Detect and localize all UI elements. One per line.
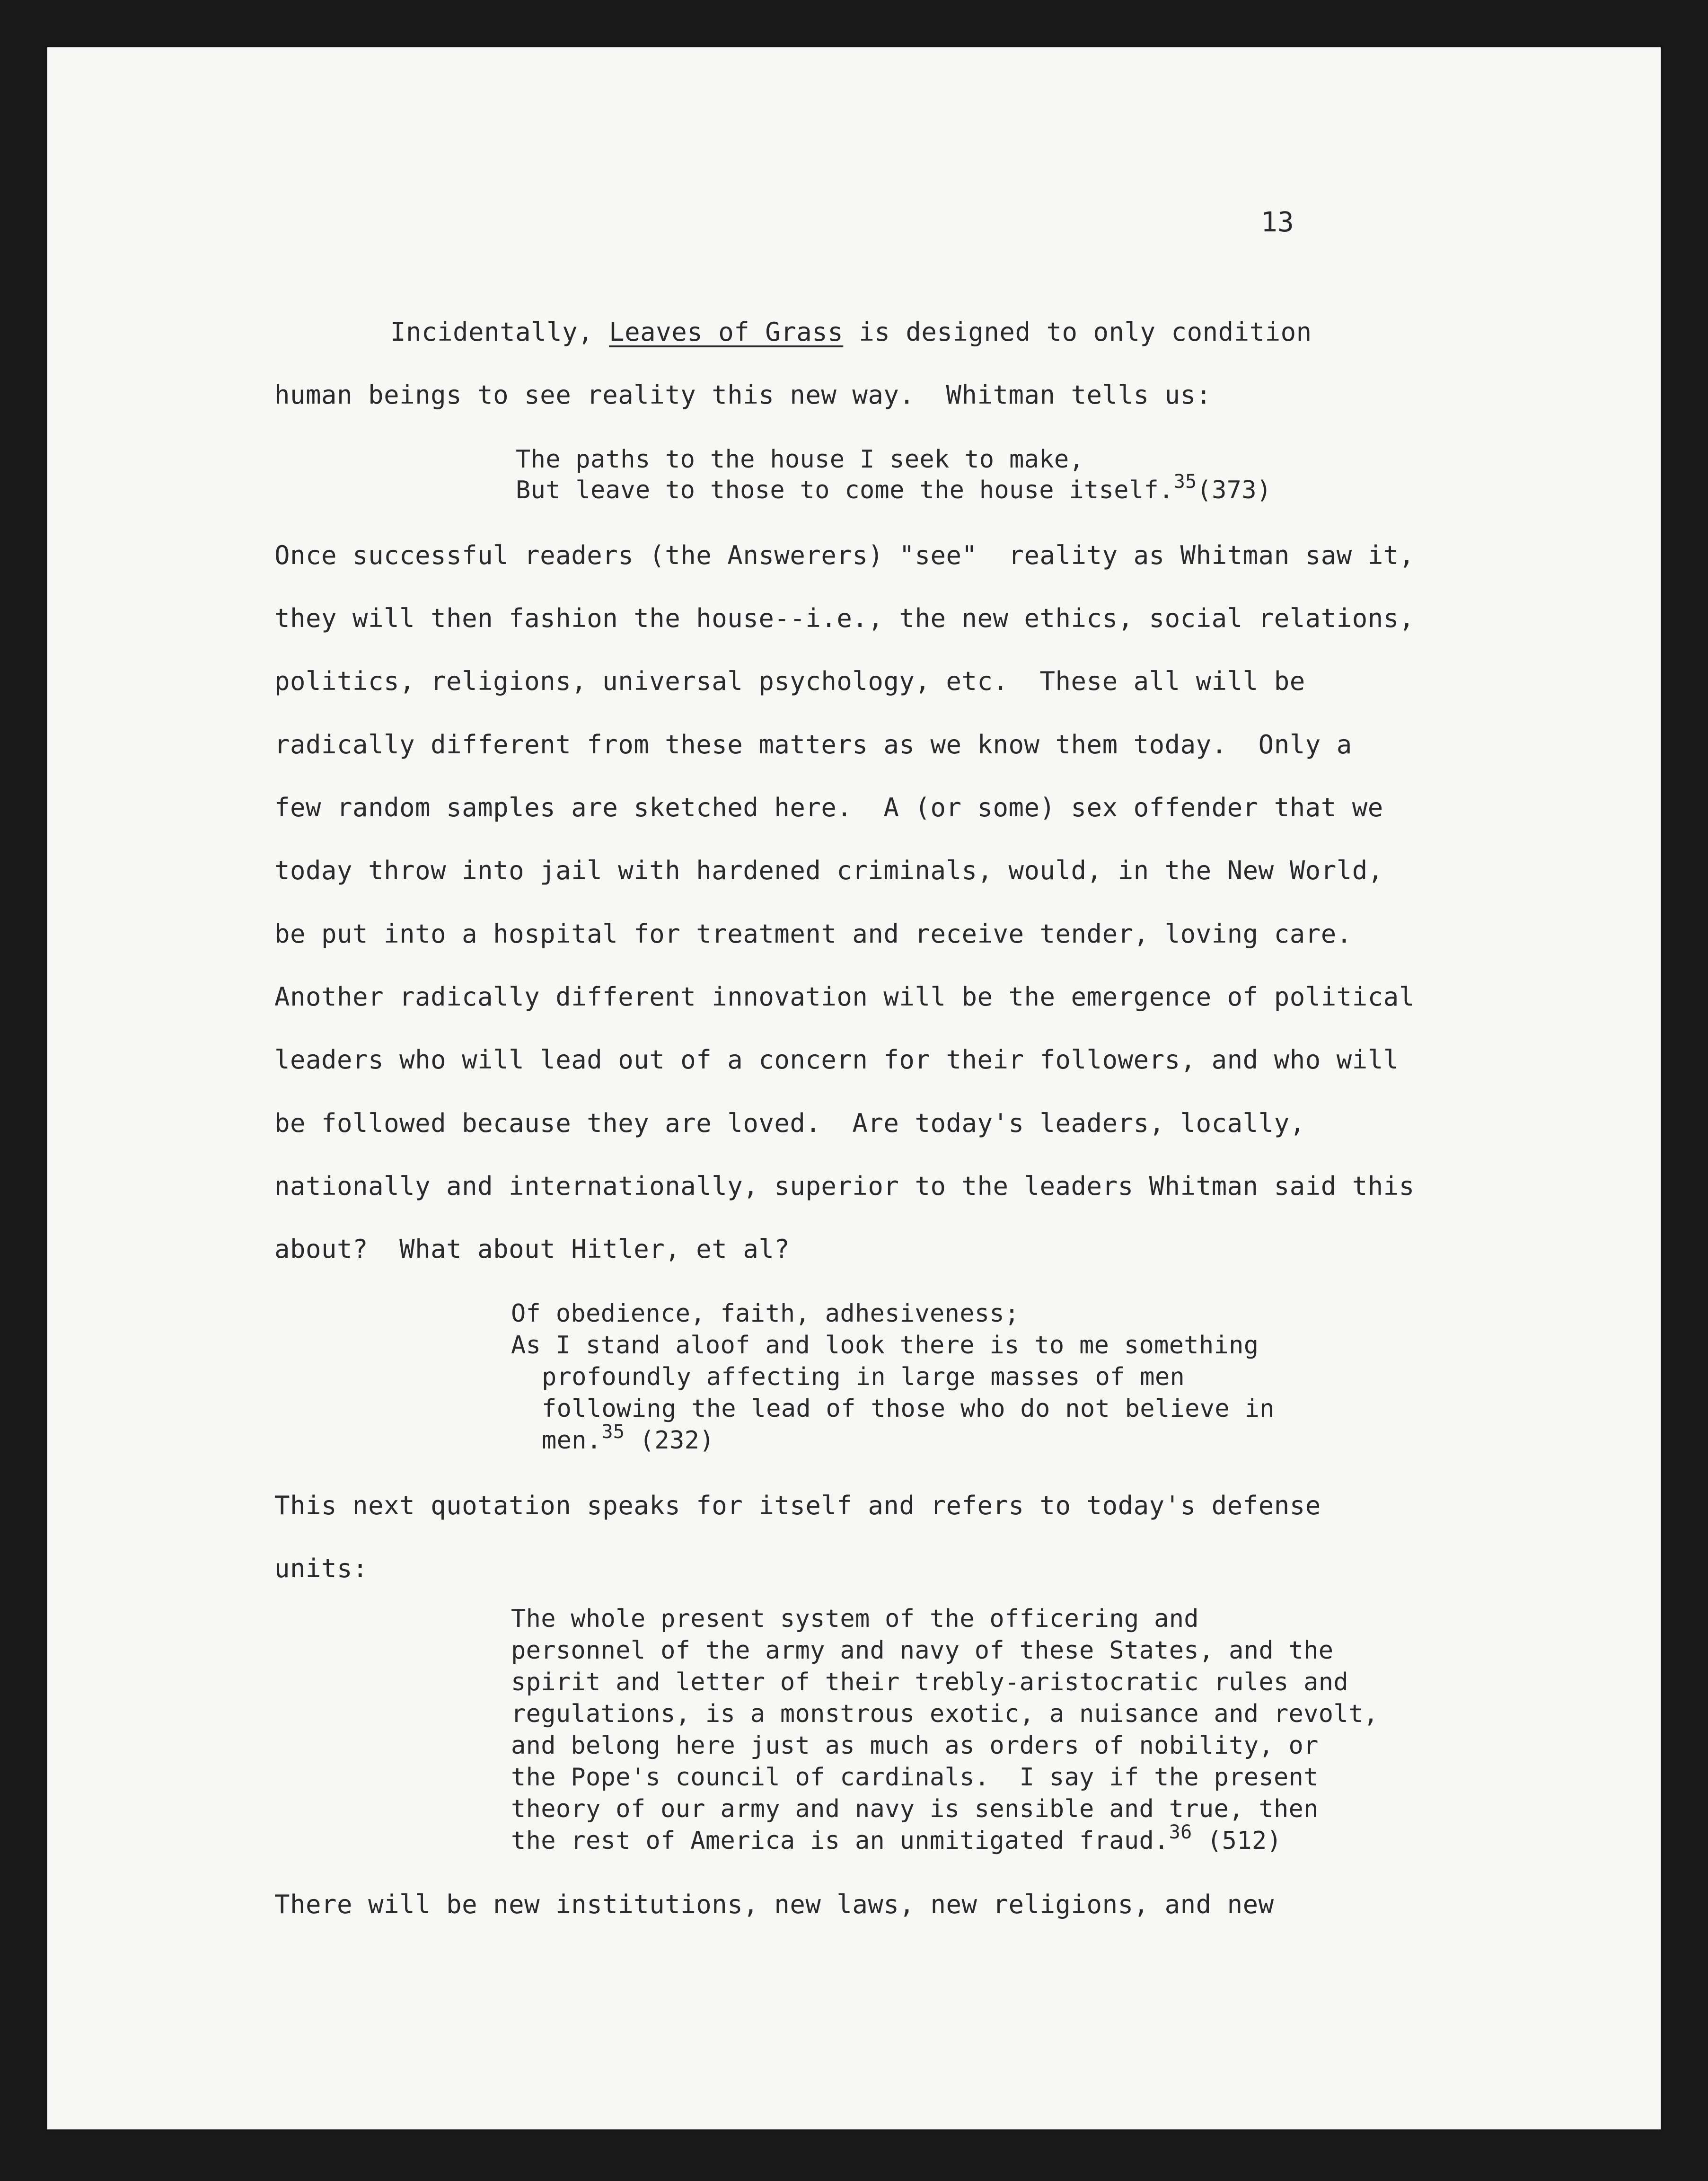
text-span: Incidentally, xyxy=(390,317,609,347)
paragraph-3-line-1: This next quotation speaks for itself and refers to today's defense xyxy=(274,1491,1321,1520)
quote-2-line-3: profoundly affecting in large masses of men xyxy=(542,1363,1185,1391)
paragraph-2-line: radically different from these matters as we know them today. Only a xyxy=(274,730,1352,759)
quote-2-line-1: Of obedience, faith, adhesiveness; xyxy=(511,1299,1020,1328)
paragraph-2-line: about? What about Hitler, et al? xyxy=(274,1234,790,1264)
quote-3-line: personnel of the army and navy of these States, and the xyxy=(511,1636,1334,1665)
citation: (512) xyxy=(1192,1827,1282,1855)
citation: (232) xyxy=(625,1426,714,1455)
quote-3-line: spirit and letter of their trebly-aristocratic rules and xyxy=(511,1668,1348,1696)
paragraph-1-line-1 xyxy=(390,319,1312,345)
quote-2-line-5 xyxy=(542,1421,714,1455)
paragraph-2-line: they will then fashion the house--i.e., the new ethics, social relations, xyxy=(274,603,1415,633)
quote-3-line: and belong here just as much as orders of nobility, or xyxy=(511,1731,1319,1760)
book-title: Leaves of Grass xyxy=(609,317,844,347)
quote-2-line-4: following the lead of those who do not believe in xyxy=(542,1395,1275,1423)
footnote-marker: 35 xyxy=(601,1421,625,1443)
footnote-marker: 35 xyxy=(1173,471,1197,493)
paragraph-1-line-2: human beings to see reality this new way. Whitman tells us: xyxy=(274,380,1212,410)
quote-2-line-2: As I stand aloof and look there is to me something xyxy=(511,1331,1259,1360)
quote-3-line: theory of our army and navy is sensible and true, then xyxy=(511,1795,1319,1823)
page-number: 13 xyxy=(1261,206,1294,238)
paragraph-3-line-2: units: xyxy=(274,1554,369,1583)
quote-3-last-line xyxy=(511,1821,1282,1855)
text-span: is designed to only condition xyxy=(843,317,1312,347)
quote-3-line: The whole present system of the officering and xyxy=(511,1605,1199,1633)
paragraph-2-line: today throw into jail with hardened criminals, would, in the New World, xyxy=(274,856,1383,885)
paragraph-2-line: Another radically different innovation will be the emergence of political xyxy=(274,982,1415,1012)
text-span: the rest of America is an unmitigated fraud. xyxy=(511,1827,1169,1855)
quote-3-line: regulations, is a monstrous exotic, a nuisance and revolt, xyxy=(511,1700,1379,1728)
paragraph-2-line: few random samples are sketched here. A (or some) sex offender that we xyxy=(274,793,1383,822)
paragraph-2-line: leaders who will lead out of a concern for their followers, and who will xyxy=(274,1045,1399,1075)
text-span: men. xyxy=(542,1426,602,1455)
quote-1-line-1: The paths to the house I seek to make, xyxy=(516,445,1084,474)
paragraph-2-line: Once successful readers (the Answerers) "see" reality as Whitman saw it, xyxy=(274,540,1415,570)
footnote-marker: 36 xyxy=(1169,1821,1192,1843)
citation: (373) xyxy=(1197,476,1272,504)
quote-1-line-2 xyxy=(516,471,1272,504)
paragraph-2-line: be put into a hospital for treatment and receive tender, loving care. xyxy=(274,919,1352,949)
paragraph-4-line-1: There will be new institutions, new laws, new religions, and new xyxy=(274,1890,1274,1919)
paragraph-2-line: politics, religions, universal psychology, etc. These all will be xyxy=(274,666,1305,696)
paragraph-2-line: be followed because they are loved. Are today's leaders, locally, xyxy=(274,1108,1305,1138)
paragraph-2-line: nationally and internationally, superior to the leaders Whitman said this xyxy=(274,1171,1415,1201)
quote-3-line: the Pope's council of cardinals. I say if the present xyxy=(511,1763,1319,1792)
text-span: But leave to those to come the house itself. xyxy=(516,476,1174,504)
